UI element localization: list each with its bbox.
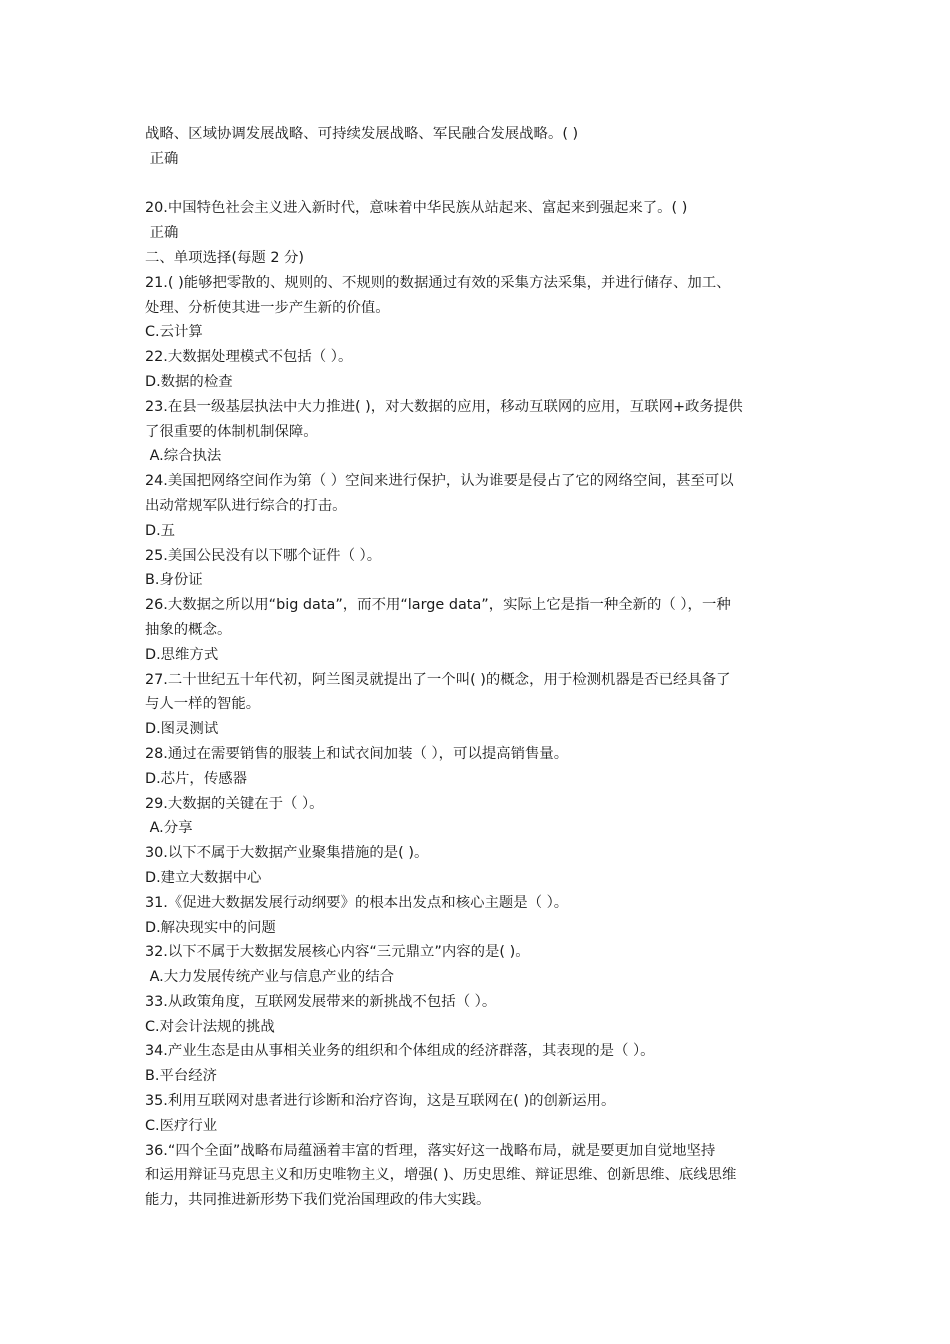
question-line: 处理、分析使其进一步产生新的价值。 (145, 299, 390, 316)
question-line: 30.以下不属于大数据产业聚集措施的是( )。 (145, 845, 429, 862)
answer-line: B.身份证 (145, 572, 203, 589)
question-line: 20.中国特色社会主义进入新时代，意味着中华民族从站起来、富起来到强起来了。( ) (145, 200, 688, 217)
answer-line: 正确 (145, 150, 179, 167)
question-line: 了很重要的体制机制保障。 (145, 423, 318, 440)
section-heading: 二、单项选择(每题 2 分) (145, 249, 305, 266)
answer-line: B.平台经济 (145, 1068, 218, 1085)
question-line: 31.《促进大数据发展行动纲要》的根本出发点和核心主题是（ ）。 (145, 894, 569, 911)
question-line: 22.大数据处理模式不包括（ ）。 (145, 349, 353, 366)
answer-line: D.建立大数据中心 (145, 869, 262, 886)
question-line: 23.在县一级基层执法中大力推进( )，对大数据的应用，移动互联网的应用，互联网+政务提供 (145, 398, 743, 415)
answer-line: C.医疗行业 (145, 1117, 218, 1134)
answer-line: D.五 (145, 522, 176, 539)
answer-line: A.大力发展传统产业与信息产业的结合 (145, 969, 394, 986)
question-line: 能力，共同推进新形势下我们党治国理政的伟大实践。 (145, 1192, 491, 1209)
blank-line (145, 172, 815, 197)
question-line: 32.以下不属于大数据发展核心内容“三元鼎立”内容的是( )。 (145, 944, 530, 961)
question-line: 34.产业生态是由从事相关业务的组织和个体组成的经济群落，其表现的是（ ）。 (145, 1043, 655, 1060)
answer-line: D.图灵测试 (145, 721, 219, 738)
question-line: 26.大数据之所以用“big data”，而不用“large data”，实际上它是指一种全新的（ ），一种 (145, 597, 731, 614)
question-line: 21.( )能够把零散的、规则的、不规则的数据通过有效的采集方法采集，并进行储存、加工、 (145, 274, 731, 291)
answer-line: C.对会计法规的挑战 (145, 1018, 275, 1035)
answer-line: D.芯片，传感器 (145, 770, 247, 787)
answer-line: D.思维方式 (145, 646, 219, 663)
answer-line: C.云计算 (145, 324, 203, 341)
answer-line: A.分享 (145, 820, 193, 837)
question-line: 33.从政策角度，互联网发展带来的新挑战不包括（ ）。 (145, 993, 497, 1010)
question-line: 29.大数据的关键在于（ ）。 (145, 795, 324, 812)
answer-line: A.综合执法 (145, 448, 222, 465)
question-line: 27.二十世纪五十年代初，阿兰图灵就提出了一个叫( )的概念，用于检测机器是否已经具备了 (145, 671, 731, 688)
question-line: 35.利用互联网对患者进行诊断和治疗咨询，这是互联网在( )的创新运用。 (145, 1093, 616, 1110)
question-line: 25.美国公民没有以下哪个证件（ ）。 (145, 547, 382, 564)
answer-line: 正确 (145, 225, 179, 242)
question-line: 抽象的概念。 (145, 621, 232, 638)
question-line: 出动常规军队进行综合的打击。 (145, 497, 347, 514)
question-line: 36.“四个全面”战略布局蕴涵着丰富的哲理，落实好这一战略布局，就是要更加自觉地坚持 (145, 1142, 716, 1159)
document-body (145, 122, 815, 1213)
answer-line: D.数据的检查 (145, 373, 233, 390)
text-line: 战略、区域协调发展战略、可持续发展战略、军民融合发展战略。( ) (145, 126, 579, 142)
question-line: 和运用辩证马克思主义和历史唯物主义，增强( )、历史思维、辩证思维、创新思维、底线思维 (145, 1167, 737, 1184)
question-line: 28.通过在需要销售的服装上和试衣间加装（ ），可以提高销售量。 (145, 745, 569, 762)
question-line: 24.美国把网络空间作为第（ ）空间来进行保护，认为谁要是侵占了它的网络空间，甚至可以 (145, 473, 734, 490)
answer-line: D.解决现实中的问题 (145, 919, 276, 936)
question-line: 与人一样的智能。 (145, 696, 261, 713)
